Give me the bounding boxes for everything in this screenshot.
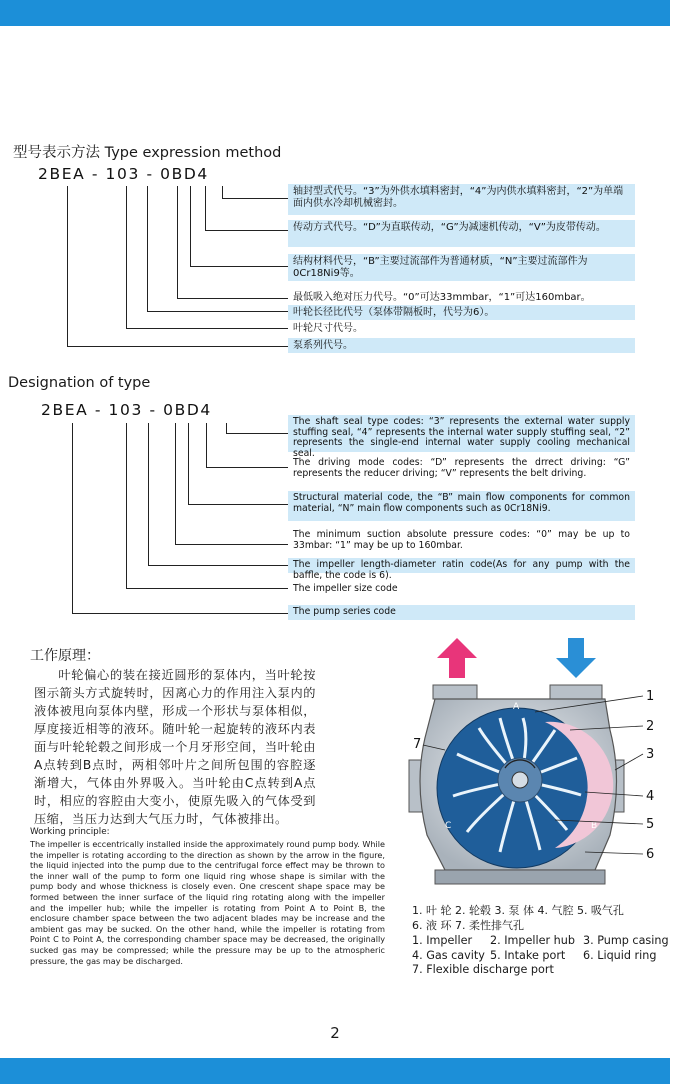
diagram-legend-cn [412,903,672,933]
top-color-band [0,0,670,26]
point-c-label: C [445,821,452,831]
callout-5: 5 [646,817,655,832]
callout-2: 2 [646,719,655,734]
legend-en-row [412,934,674,949]
principle-text-en: The impeller is eccentrically installed inside the approximately round pump body. While the impeller is rotating according to the direction as shown by the arrow in the figure, the liquid injected into the pump due to the centrifugal force effect may be thrown to the inner wall of the pump to form one liquid ring whose shape is similar with the pump body and whose thickness is closely even. One crescent shape space may be formed between the inner surface of the liquid ring rotating along with the impeller and the impeller hub; while the impeller is rotating from Point A to Point B, the enclosure chamber space between the two adjacent blades may be increase and the ambient gas may be sucked. On the other hand, while the impeller is rotating from Point C to Point A, the corresponding chamber space may be decreased, the originally sucked gas may be compressed; while the pressure may be up to the atmospheric pressure, the gas may be discharged. [30,839,385,966]
point-a-label: A [513,702,520,712]
cn-code-ratio: 叶轮长径比代号（泵体带隔板时，代号为6）。 [288,305,635,320]
gas-outlet-arrow-icon [437,638,477,678]
legend-item: 2. Impeller hub [490,934,575,947]
shaft [512,772,528,788]
en-model-code: 2BEA - 103 - 0BD4 [41,401,212,419]
en-code-material: Structural material code, the “B” main flow components for common material, “N” main flow components such as 0Cr18Ni9. [288,491,635,521]
legend-item: 6. Liquid ring [583,948,657,962]
en-code-series: The pump series code [288,605,635,620]
cn-code-pressure: 最低吸入绝对压力代号。“0”可达33mmbar，“1”可达160mbar。 [293,292,591,303]
cn-code-shaft-seal: 轴封型式代号。“3”为外供水填料密封，“4”为内供水填料密封，“2”为单端面内供水冷却机械密封。 [288,184,635,215]
cn-section-title: 型号表示方法 Type expression method [13,145,282,161]
cn-code-series: 泵系列代号。 [288,338,635,353]
cn-code-driving: 传动方式代号。“D”为直联传动，“G”为减速机传动，“V”为皮带传动。 [288,220,635,247]
callout-7: 7 [413,737,422,752]
pump-base [435,870,605,884]
principle-text-cn: 叶轮偏心的装在接近圆形的泵体内，当叶轮按图示箭头方式旋转时，因离心力的作用注入泵内的液体被甩向泵体内壁，形成一个形状与泵体相似，厚度接近相等的液环。随叶轮一起旋转的液环内表面与叶轮轮毂之间形成一个月牙形空间，当叶轮由A点转到B点时，两相邻叶片之间所包围的容腔逐渐增大，气体由外界吸入。当叶轮由C点转到A点时，相应的容腔由大变小，使原先吸入的气体受到压缩，当压力达到大气压力时，气体被排出。 [34,668,316,826]
en-code-driving: The driving mode codes: “D” represents the drrect driving: “G” represents the reducer driving; “V” represents the belt driving. [293,457,630,479]
callout-6: 6 [646,847,655,862]
en-code-shaft-seal: The shaft seal type codes: “3” represents the external water supply stuffing seal, “4” represents the internal water supply stuffing seal, “2” represents the single-end internal water supply cooling mechanical seal. [288,415,635,452]
callout-4: 4 [646,789,655,804]
callout-3: 3 [646,747,655,762]
callout-1: 1 [646,689,655,704]
bottom-color-band [0,1058,670,1084]
cn-model-code: 2BEA - 103 - 0BD4 [38,165,209,183]
cn-code-size: 叶轮尺寸代号。 [293,323,363,334]
legend-cn-line-2: 6. 液 环 7. 柔性排气孔 [412,919,524,932]
legend-item: 7. Flexible discharge port [412,963,554,976]
principle-title: 工作原理： [30,648,100,664]
principle-title-en: Working principle: [30,827,110,837]
intake-port-flange [550,685,602,699]
en-code-size: The impeller size code [293,583,398,594]
discharge-port-flange [433,685,477,699]
page-number: 2 [330,1024,340,1042]
en-section-title: Designation of type [8,375,151,391]
diagram-legend-en [412,934,674,978]
legend-en-row [412,963,674,978]
liquid-ring-pump-diagram [405,630,670,900]
legend-cn-line-1: 1. 叶 轮 2. 轮毂 3. 泵 体 4. 气腔 5. 吸气孔 [412,904,624,917]
legend-en-row [412,949,674,964]
en-leader-series [72,423,288,614]
en-code-pressure: The minimum suction absolute pressure codes: “0” may be up to 33mbar: “1” may be up to 160mbar. [293,529,630,551]
legend-item: 1. Impeller [412,934,473,947]
point-b-label: B [591,821,598,831]
legend-item: 4. Gas cavity [412,948,485,962]
en-code-ratio: The impeller length-diameter ratin code(As for any pump with the baffle, the code is 6). [288,558,635,573]
cn-code-material: 结构材料代号，“B”主要过流部件为普通材质，“N”主要过流部件为0Cr18Ni9等。 [288,254,635,281]
legend-item: 3. Pump casing [583,934,669,947]
gas-inlet-arrow-icon [556,638,596,678]
cn-leader-series [67,186,288,347]
legend-item: 5. Intake port [490,948,566,962]
